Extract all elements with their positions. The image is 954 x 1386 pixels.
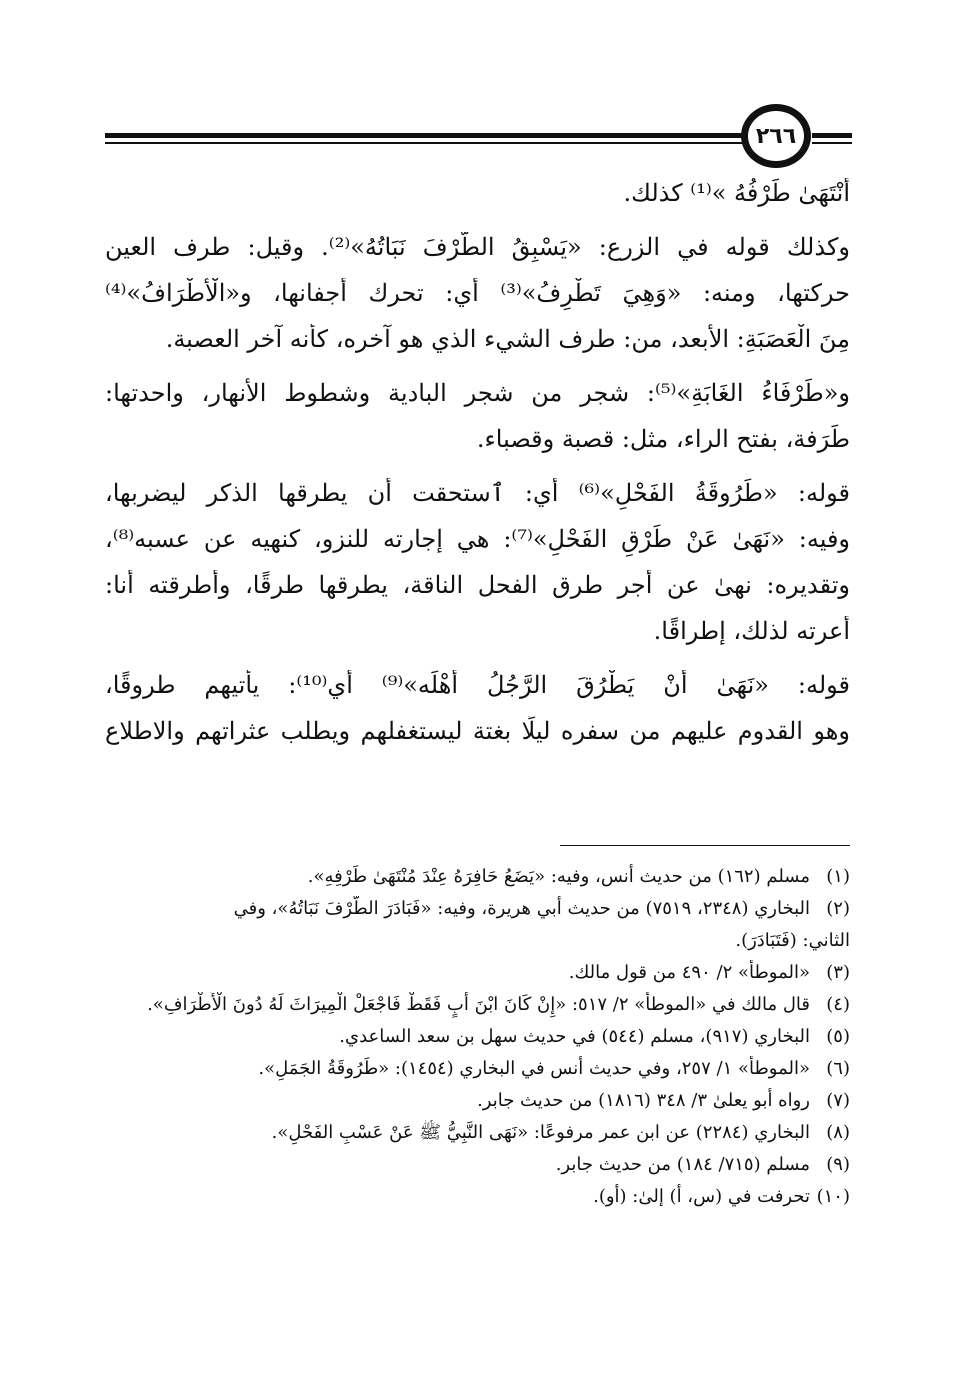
paragraph-gap: [105, 662, 850, 670]
footnote: [105, 1056, 850, 1082]
footnote-text: البخاري (٩١٧)، مسلم (٥٤٤) في حديث سهل بن سعد الساعدي.: [339, 1026, 810, 1047]
footnote-text: مسلم (٧١٥/ ١٨٤) من حديث جابر.: [555, 1154, 810, 1175]
text-line: قوله: «نَهَىٰ أَنْ يَطْرُقَ الرَّجُلُ أَهْلَه»⁽⁹⁾ أي⁽¹⁰⁾: يأتيهم طروقًا،: [105, 671, 850, 699]
footnote-text: قال مالك في «الموطأ» ٢/ ٥١٧: «إِنْ كَانَ ابْنَ أَبٍ فَقَطْ فَاجْعَلْ الْمِيرَاثَ لَهُ دُونَ الْأَطْرَافِ».: [147, 994, 810, 1015]
header-rule-right-thin: [812, 142, 852, 144]
footnote-text: تحرفت في (س، أ) إلىٰ: (أو).: [593, 1186, 810, 1207]
footnote: [105, 992, 850, 1018]
footnote: [105, 864, 850, 890]
header-rule-thin: [105, 142, 747, 144]
header-rule-thick: [105, 133, 747, 138]
paragraph-gap: [105, 370, 850, 378]
text-line: قوله: «طَرُوقَةُ الفَحْلِ»⁽⁶⁾ أي: ٱستحقت أن يطرقها الذكر ليضربها،: [105, 479, 850, 507]
footnote-number: (٢): [826, 898, 850, 919]
text-line: وكذلك قوله في الزرع: «يَسْبِقُ الطَّرْفَ نَبَاتُهُ»⁽²⁾. وقيل: طرف العين: [105, 233, 850, 261]
footnote: [105, 1152, 850, 1178]
footnote-number: (٩): [826, 1154, 850, 1175]
footnote-text: «الموطأ» ١/ ٢٥٧، وفي حديث أنس في البخاري (١٤٥٤): «طَرُوقَةُ الجَمَلِ».: [258, 1058, 810, 1079]
header-rule-right-thick: [812, 133, 852, 138]
text-line: وتقديره: نهىٰ عن أجر طرق الفحل الناقة، يطرقها طرقًا، وأطرقته أنا:: [105, 571, 850, 599]
footnote-text: البخاري (٢٣٤٨، ٧٥١٩) من حديث أبي هريرة، وفيه: «فَبَادَرَ الطَّرْفَ نَبَاتُهُ»، وفي: [233, 898, 810, 919]
footnotes: [105, 864, 850, 1216]
main-text: [105, 178, 850, 762]
text-line: وفيه: «نَهَىٰ عَنْ طَرْقِ الفَحْلِ»⁽⁷⁾: هي إجارته للنزو، كنهيه عن عسبه⁽⁸⁾،: [105, 525, 850, 553]
footnote: [105, 1184, 850, 1210]
footnote-text: رواه أبو يعلىٰ ٣/ ٣٤٨ (١٨١٦) من حديث جابر.: [477, 1090, 810, 1111]
page-number-badge: [741, 104, 811, 168]
footnote-number: (٨): [826, 1122, 850, 1143]
paragraph-gap: [105, 470, 850, 478]
footnote: [105, 1120, 850, 1146]
footnote-number: (١): [826, 866, 850, 887]
page-number: ٢٦٦: [755, 123, 797, 149]
footnote-separator: [560, 845, 850, 846]
footnote-number: (٦): [826, 1058, 850, 1079]
footnote: [105, 1024, 850, 1050]
text-line: حركتها، ومنه: «وَهِيَ تَطْرِفُ»⁽³⁾ أي: تحرك أجفانها، و«الْأَطْرَافُ»⁽⁴⁾: [105, 279, 850, 307]
footnote-text: مسلم (١٦٢) من حديث أنس، وفيه: «يَضَعُ حَافِرَهُ عِنْدَ مُنْتَهَىٰ طَرْفِهِ».: [307, 866, 810, 887]
text-line: أعرته لذلك، إطراقًا.: [653, 617, 850, 645]
footnote-number: (٤): [826, 994, 850, 1015]
text-line: و«طَرْفَاءُ الغَابَةِ»⁽⁵⁾: شجر من شجر البادية وشطوط الأنهار، واحدتها:: [105, 379, 850, 407]
footnote: [105, 896, 850, 922]
footnote-text: «الموطأ» ٢/ ٤٩٠ من قول مالك.: [568, 962, 810, 983]
footnote-number: (٣): [826, 962, 850, 983]
footnote-number: (١٠): [816, 1186, 850, 1207]
footnote-text: البخاري (٢٢٨٤) عن ابن عمر مرفوعًا: «نَهَى النَّبِيُّ ﷺ عَنْ عَسْبِ الفَحْلِ».: [271, 1122, 810, 1143]
text-line: طَرَفة، بفتح الراء، مثل: قصبة وقصباء.: [476, 425, 850, 453]
footnote-continuation: الثاني: (فَتَبَادَرَ).: [735, 930, 850, 951]
text-line: أَنْتَهَىٰ طَرْفُهُ »⁽¹⁾ كذلك.: [623, 179, 850, 207]
footnote: [105, 960, 850, 986]
footnote: [105, 1088, 850, 1114]
text-line: مِنَ الْعَصَبَةِ: الأبعد، من: طرف الشيء الذي هو آخره، كأنه آخر العصبة.: [165, 325, 850, 353]
text-line: وهو القدوم عليهم من سفره ليلًا بغتة ليستغفلهم ويطلب عثراتهم والاطلاع: [105, 717, 850, 745]
footnote-number: (٧): [826, 1090, 850, 1111]
paragraph-gap: [105, 224, 850, 232]
footnote-number: (٥): [826, 1026, 850, 1047]
